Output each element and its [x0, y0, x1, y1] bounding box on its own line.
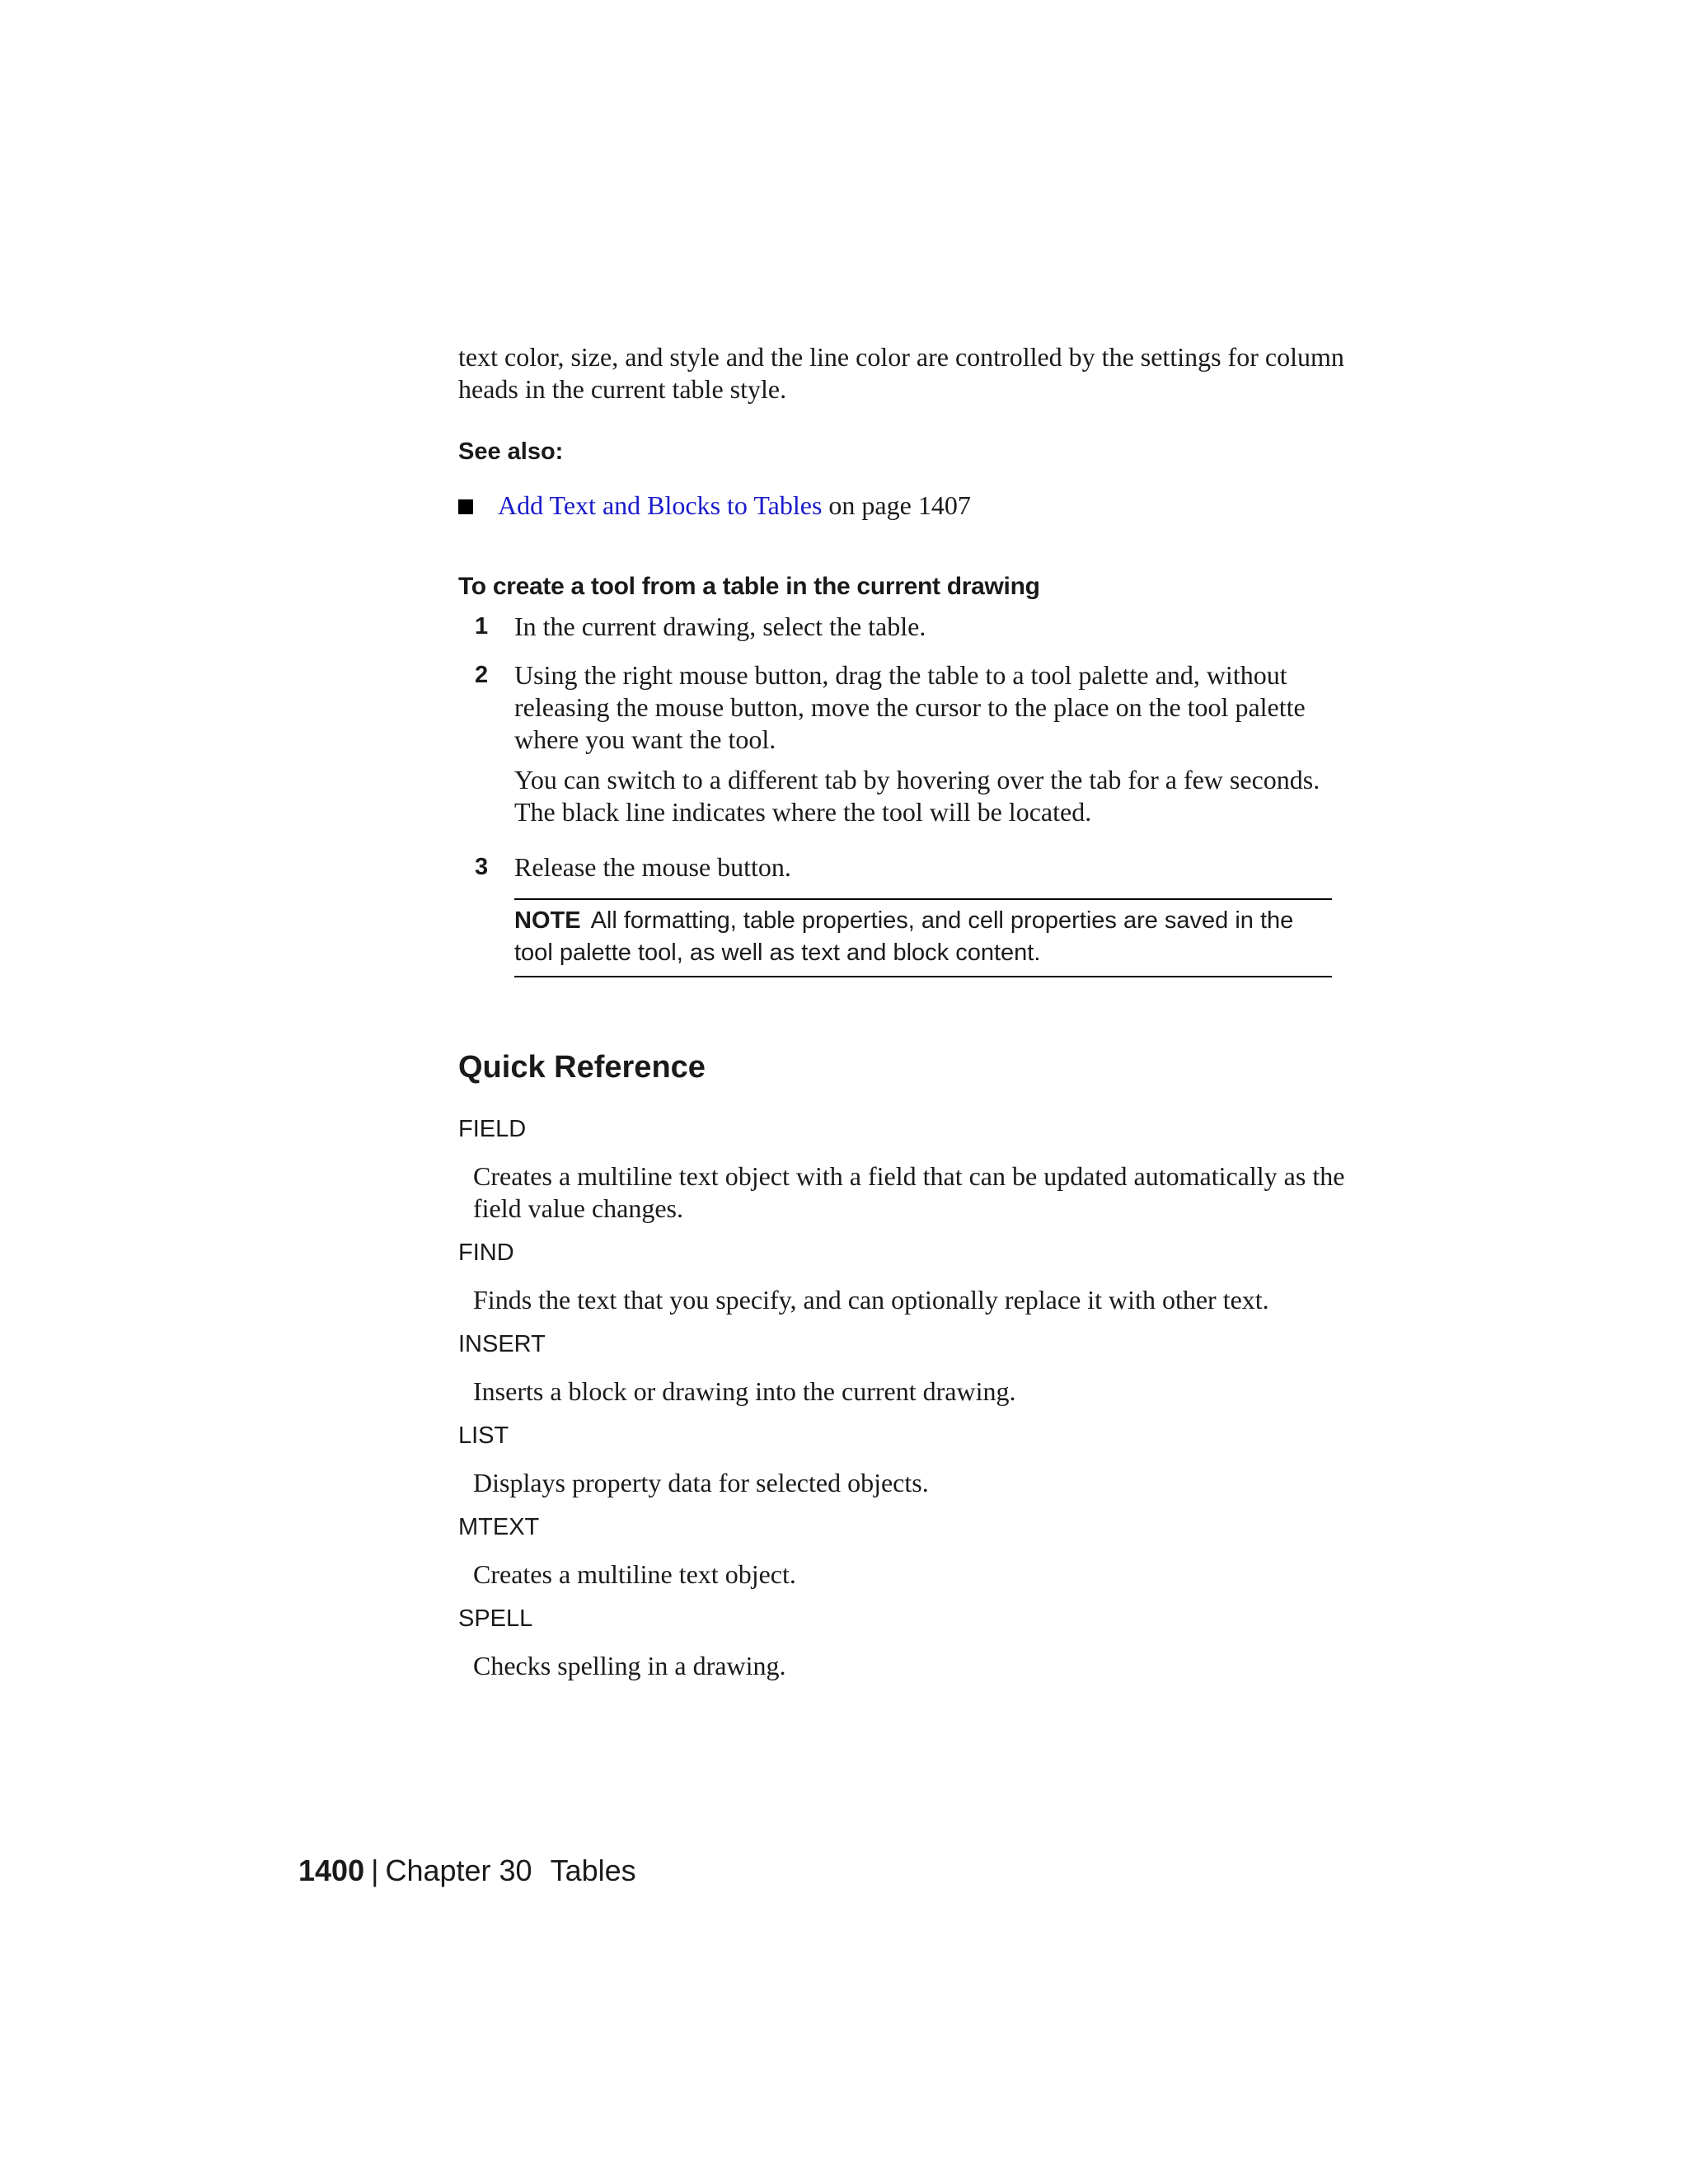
command-entry: [458, 1114, 1348, 1225]
command-description: Displays property data for selected objects.: [473, 1468, 929, 1497]
command-entry: [458, 1512, 1348, 1591]
command-name: FIND: [458, 1240, 514, 1266]
note-text: All formatting, table properties, and cell properties are saved in the tool palette tool, as well as text and block content.: [514, 907, 1294, 966]
see-also-item-text: [498, 490, 971, 522]
see-also-page-ref: on page 1407: [822, 490, 971, 520]
see-also-item: [458, 490, 1348, 522]
procedure-step: [458, 611, 1348, 643]
see-also-label: See also:: [458, 438, 564, 465]
step-body: [514, 611, 1348, 643]
command-description: Creates a multiline text object with a field that can be updated automatically as the field value changes.: [473, 1161, 1345, 1223]
footer-separator: |: [371, 1854, 379, 1887]
page-content: [458, 341, 1348, 1682]
step-paragraph: Release the mouse button.: [514, 852, 791, 882]
command-name: SPELL: [458, 1605, 533, 1632]
step-number: 2: [475, 662, 489, 688]
note-box: [514, 898, 1332, 977]
intro-paragraph: text color, size, and style and the line color are controlled by the settings for column heads in the current table style.: [458, 342, 1344, 404]
quick-reference-heading: Quick Reference: [458, 1050, 706, 1085]
page-footer: [298, 1853, 636, 1889]
step-body: [514, 851, 1348, 883]
step-number: 3: [475, 854, 489, 880]
command-list: [458, 1114, 1348, 1682]
command-entry: [458, 1421, 1348, 1499]
step-body: [514, 659, 1348, 828]
command-entry: [458, 1238, 1348, 1316]
command-entry: [458, 1329, 1348, 1408]
command-name: FIELD: [458, 1116, 527, 1142]
see-also-link[interactable]: Add Text and Blocks to Tables: [498, 490, 823, 520]
note-label: NOTE: [514, 907, 581, 934]
procedure-steps: [458, 611, 1348, 883]
step-paragraph: In the current drawing, select the table.: [514, 612, 926, 641]
command-name: LIST: [458, 1422, 509, 1449]
command-description: Checks spelling in a drawing.: [473, 1651, 786, 1680]
procedure-title: To create a tool from a table in the current drawing: [458, 573, 1040, 600]
page-number: 1400: [298, 1854, 365, 1887]
step-paragraph: You can switch to a different tab by hovering over the tab for a few seconds. The black line indicates where the tool will be located.: [514, 765, 1320, 827]
command-entry: [458, 1604, 1348, 1682]
square-bullet-icon: [458, 499, 473, 514]
step-number: 1: [475, 613, 489, 640]
command-name: MTEXT: [458, 1514, 540, 1540]
command-description: Inserts a block or drawing into the current drawing.: [473, 1376, 1016, 1406]
procedure-step: [458, 659, 1348, 828]
command-description: Creates a multiline text object.: [473, 1559, 796, 1589]
chapter-title: Tables: [550, 1854, 636, 1887]
command-name: INSERT: [458, 1331, 546, 1357]
step-paragraph: Using the right mouse button, drag the table to a tool palette and, without releasing the mouse button, move the cursor to the place on the tool palette where you want the tool.: [514, 660, 1306, 754]
command-description: Finds the text that you specify, and can optionally replace it with other text.: [473, 1285, 1269, 1315]
chapter-label: Chapter 30: [385, 1854, 532, 1887]
procedure-step: [458, 851, 1348, 883]
